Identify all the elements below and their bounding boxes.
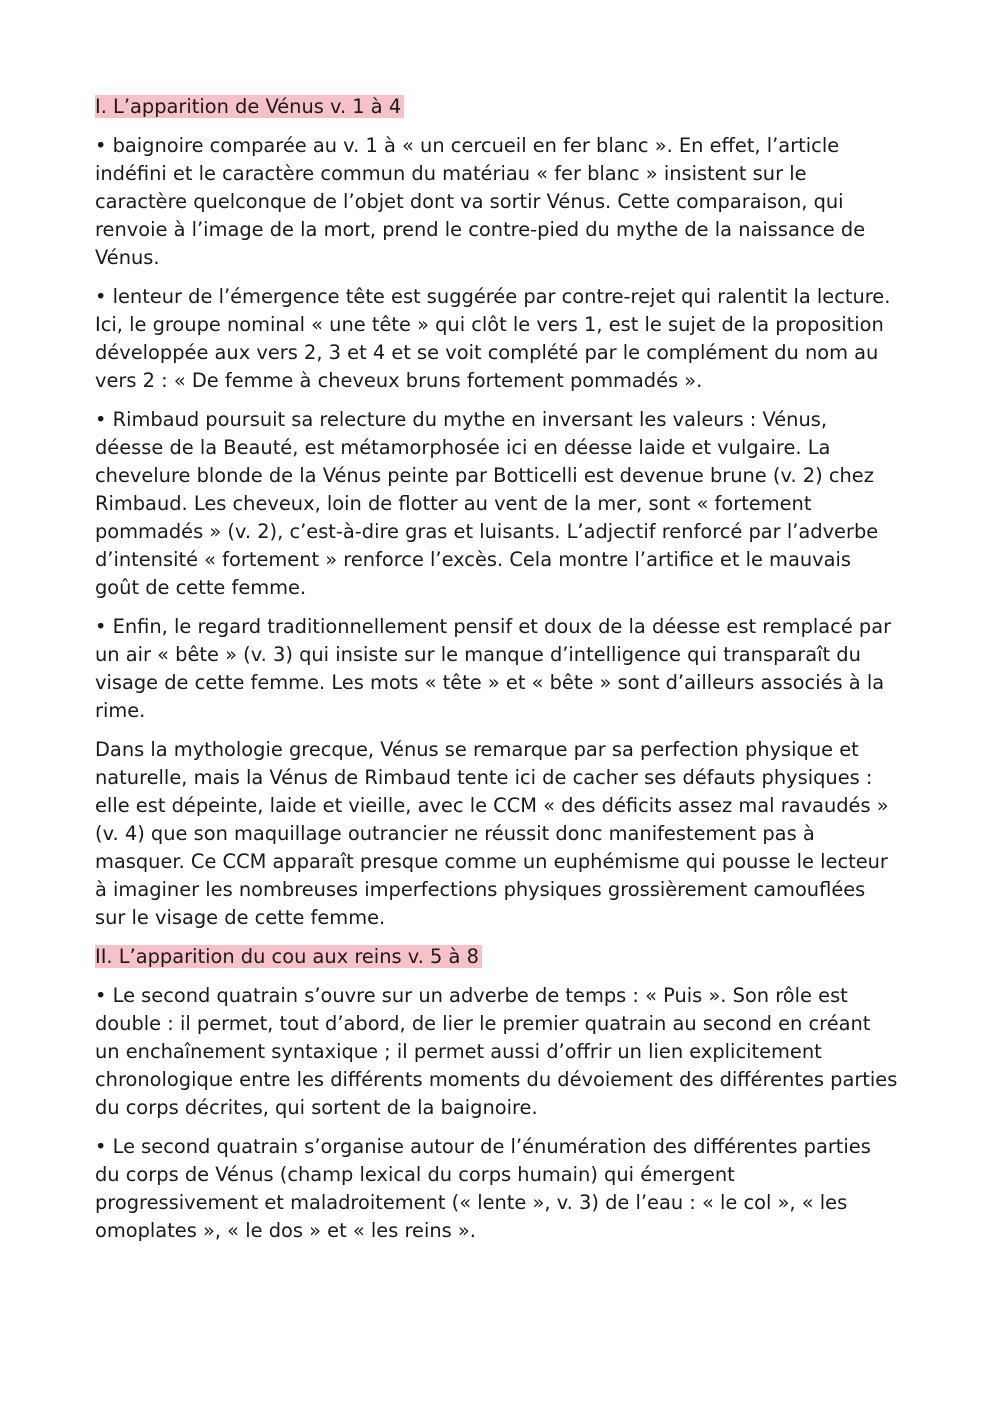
section-1 <box>95 93 900 932</box>
paragraph: • Enfin, le regard traditionnellement pensif et doux de la déesse est remplacé par un air « bête » (v. 3) qui insiste sur le manque d’intelligence qui transparaît du visage de cette femme. Les mots « tête » et « bête » sont d’ailleurs associés à la rime. <box>95 615 892 722</box>
document-page <box>95 93 900 1256</box>
paragraph: Dans la mythologie grecque, Vénus se remarque par sa perfection physique et naturelle, mais la Vénus de Rimbaud tente ici de cacher ses défauts physiques : elle est dépeinte, laide et vieille, avec le CCM « des déficits assez mal ravaudés » (v. 4) que son maquillage outrancier ne réussit donc manifestement pas à masquer. Ce CCM apparaît presque comme un euphémisme qui pousse le lecteur à imaginer les nombreuses imperfections physiques grossièrement camouflées sur le visage de cette femme. <box>95 738 889 929</box>
paragraph: • Le second quatrain s’organise autour de l’énumération des différentes parties du corps de Vénus (champ lexical du corps humain) qui émergent progressivement et maladroitement (« lente », v. 3) de l’eau : « le col », « les omoplates », « le dos » et « les reins ». <box>95 1135 871 1242</box>
paragraph: • Le second quatrain s’ouvre sur un adverbe de temps : « Puis ». Son rôle est double : il permet, tout d’abord, de lier le premier quatrain au second en créant un enchaînement syntaxique ; il permet aussi d’offrir un lien explicitement chronologique entre les différents moments du dévoiement des différentes parties du corps décrites, qui sortent de la baignoire. <box>95 984 898 1119</box>
paragraph: • lenteur de l’émergence tête est suggérée par contre-rejet qui ralentit la lecture. Ici, le groupe nominal « une tête » qui clôt le vers 1, est le sujet de la proposition développée aux vers 2, 3 et 4 et se voit complété par le complément du nom au vers 2 : « De femme à cheveux bruns fortement pommadés ». <box>95 285 891 392</box>
paragraph: • Rimbaud poursuit sa relecture du mythe en inversant les valeurs : Vénus, déesse de la Beauté, est métamorphosée ici en déesse laide et vulgaire. La chevelure blonde de la Vénus peinte par Botticelli est devenue brune (v. 2) chez Rimbaud. Les cheveux, loin de flotter au vent de la mer, sont « fortement pommadés » (v. 2), c’est-à-dire gras et luisants. L’adjectif renforcé par l’adverbe d’intensité « fortement » renforce l’excès. Cela montre l’artifice et le mauvais goût de cette femme. <box>95 408 879 599</box>
section-heading <box>95 93 900 121</box>
section-heading <box>95 943 900 971</box>
section-2 <box>95 943 900 1245</box>
section-heading-text: I. L’apparition de Vénus v. 1 à 4 <box>95 95 404 118</box>
paragraph: • baignoire comparée au v. 1 à « un cercueil en fer blanc ». En effet, l’article indéfini et le caractère commun du matériau « fer blanc » insistent sur le caractère quelconque de l’objet dont va sortir Vénus. Cette comparaison, qui renvoie à l’image de la mort, prend le contre-pied du mythe de la naissance de Vénus. <box>95 134 866 269</box>
section-heading-text: II. L’apparition du cou aux reins v. 5 à 8 <box>95 945 482 968</box>
